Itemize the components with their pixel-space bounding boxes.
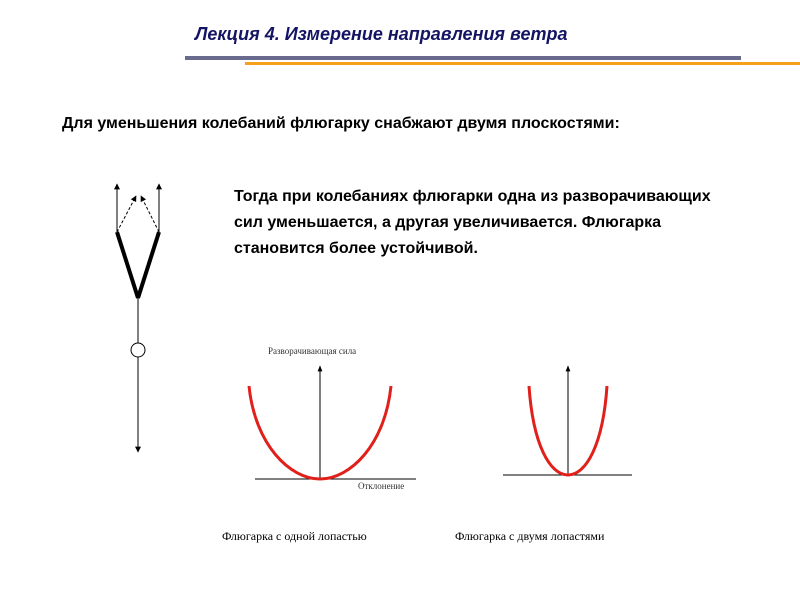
force-arrow-left-dashed: [117, 196, 136, 232]
slide-title: Лекция 4. Измерение направления ветра: [195, 24, 568, 44]
caption-double-blade: Флюгарка с двумя лопастями: [455, 529, 605, 543]
explanation-text: Тогда при колебаниях флюгарки одна из разворачивающих сил уменьшается, а другая увеличивается. Флюгарка становится более устойчивой.: [234, 188, 711, 257]
graph-y-axis-label: Разворачивающая сила: [268, 346, 357, 356]
force-arrow-right-dashed: [141, 196, 159, 232]
graph-single-blade: [249, 366, 416, 479]
double-blade-vane-diagram: [117, 184, 159, 452]
vane-pivot: [131, 343, 145, 357]
vane-blade-right: [138, 232, 159, 298]
intro-text: Для уменьшения колебаний флюгарку снабжают двумя плоскостями:: [62, 115, 620, 132]
caption-single-blade: Флюгарка с одной лопастью: [222, 529, 367, 543]
graph-double-blade: [503, 366, 632, 475]
graph-x-axis-label: Отклонение: [358, 481, 405, 491]
vane-blade-left: [117, 232, 138, 298]
